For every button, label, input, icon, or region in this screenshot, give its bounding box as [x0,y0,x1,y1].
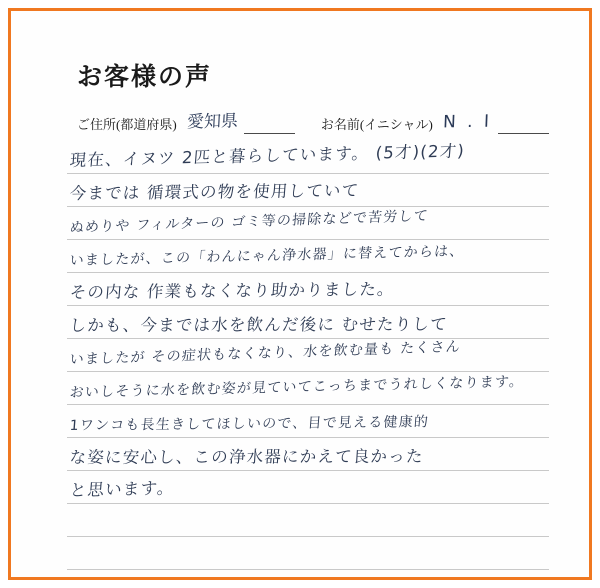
name-field-underline [498,132,549,134]
body-line [67,141,549,174]
body-line [67,339,549,372]
body-line [67,405,549,438]
body-line-text: おいしそうに水を飲む姿が見ていてこっちまでうれしくなります。 [69,373,525,401]
body-line [67,372,549,405]
body-line-text: ぬめりや フィルターの ゴミ等の掃除などで苦労して [69,207,430,236]
address-field-underline [244,132,295,134]
body-line [67,471,549,504]
body-line-blank [67,537,549,570]
body-line [67,174,549,207]
body-line-blank [67,504,549,537]
body-line [67,207,549,240]
body-line-text: 現在、イヌツ 2匹と暮らしています。 (5才)(2才) [69,141,466,170]
body-line-text: しかも、今までは水を飲んだ後に むせたりして [69,314,449,335]
body-line-text: 今までは 循環式の物を使用していて [69,180,361,203]
body-line-text: と思います。 [69,478,176,500]
name-field-label: お名前(イニシャル) [320,117,433,132]
handwritten-body [67,141,549,570]
body-line [67,438,549,471]
body-line-text: いましたが、この「わんにゃん浄水器」に替えてからは、 [69,242,466,269]
page-title: お客様の声 [77,64,213,91]
body-line [67,240,549,273]
address-field-value: 愛知県 [186,111,239,133]
body-line-text: その内な 作業もなくなり助かりました。 [69,279,396,302]
body-line-text: な姿に安心し、この浄水器にかえて良かった [69,446,425,467]
testimonial-card [8,8,592,580]
body-line [67,306,549,339]
name-field-value: N . I [442,111,493,133]
address-field-label: ご住所(都道府県) [77,117,177,132]
customer-info-row [77,109,549,135]
body-line [67,273,549,306]
body-line-text: いましたが その症状もなくなり、水を飲む量も たくさん [69,338,462,368]
card-inner [11,11,589,577]
body-line-text: 1ワンコも長生きしてほしいので、目で見える健康的 [69,413,430,434]
